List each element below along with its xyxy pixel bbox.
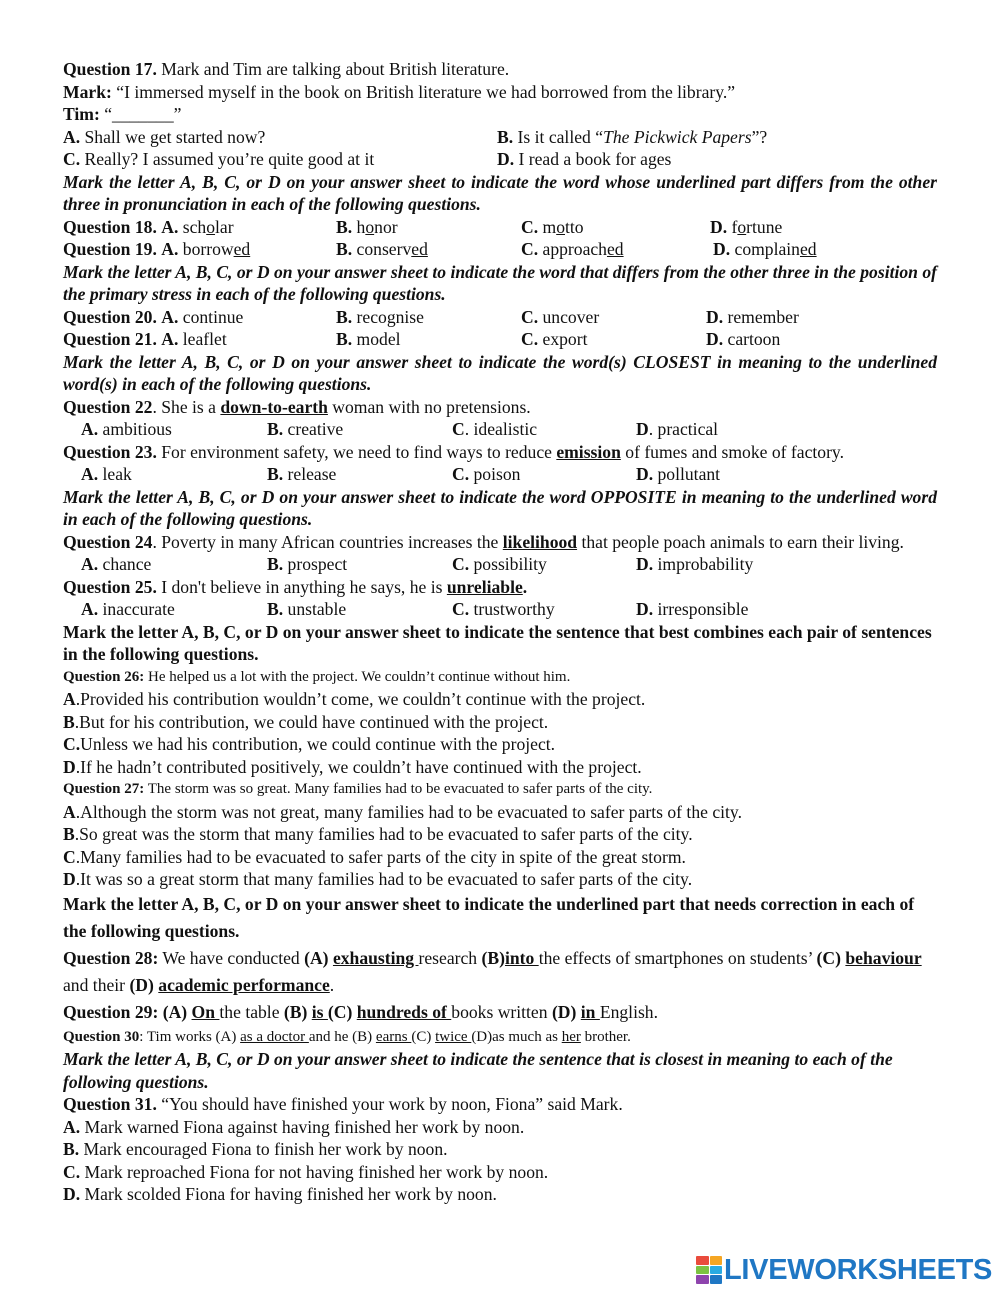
option-c[interactable]: C. export <box>521 329 588 349</box>
option-c[interactable]: C. idealistic <box>452 419 538 439</box>
option-d[interactable]: D. cartoon <box>706 329 781 349</box>
option-d[interactable]: D.It was so a great storm that many families had to be evacuated to safer parts of the city. <box>63 869 693 889</box>
question-23-options <box>63 463 937 486</box>
question-19: Question 19. A. borrowed B. conserved C. approached D. complained <box>63 239 817 259</box>
part-d[interactable]: in <box>580 1001 600 1022</box>
option-b[interactable]: B. unstable <box>267 599 347 619</box>
option-d[interactable]: D. practical <box>636 419 719 439</box>
part-a[interactable]: exhausting <box>332 947 419 968</box>
question-17-options-ab <box>63 126 937 149</box>
instruction-opposite: Mark the letter A, B, C, or D on your answer sheet to indicate the word OPPOSITE in meaning to the underlined word in each of the following questions. <box>63 486 937 529</box>
option-a[interactable]: A. chance <box>81 554 152 574</box>
instruction-correction: Mark the letter A, B, C, or D on your answer sheet to indicate the underlined part that needs correction in each of the following questions. <box>63 893 915 941</box>
option-c[interactable]: C. Mark reproached Fiona for not having finished her work by noon. <box>63 1161 549 1182</box>
option-c[interactable]: C. poison <box>452 464 521 484</box>
question-27: Question 27: The storm was so great. Many families had to be evacuated to safer parts of the city. <box>63 781 653 797</box>
question-17: Question 17. Mark and Tim are talking about British literature. <box>63 59 510 79</box>
option-d[interactable]: D. complained <box>713 239 817 259</box>
question-21: Question 21. A. leaflet B. model C. export D. cartoon <box>63 329 781 349</box>
option-d[interactable]: D. irresponsible <box>636 599 749 619</box>
option-a[interactable]: A. Mark warned Fiona against having finished her work by noon. <box>63 1116 525 1137</box>
option-d[interactable]: D. I read a book for ages <box>497 149 672 169</box>
option-b[interactable]: B. model <box>336 329 401 349</box>
option-c[interactable]: C. possibility <box>452 554 547 574</box>
liveworksheets-logo-text: LIVEWORKSHEETS <box>724 1253 993 1286</box>
question-18: Question 18. A. scholar B. honor C. motto D. fortune <box>63 216 783 237</box>
option-b[interactable]: B. honor <box>336 216 398 237</box>
question-31: Question 31. “You should have finished your work by noon, Fiona” said Mark. <box>63 1094 623 1114</box>
part-a[interactable]: as a doctor <box>240 1028 309 1045</box>
option-c[interactable]: C.Many families had to be evacuated to safer parts of the city in spite of the great storm. <box>63 846 686 867</box>
option-a[interactable]: A. leaflet <box>161 329 227 349</box>
question-24-options <box>63 553 937 576</box>
instruction-meaning: Mark the letter A, B, C, or D on your answer sheet to indicate the sentence that is closest in meaning to each of the following questions. <box>63 1049 893 1092</box>
option-d[interactable]: D. Mark scolded Fiona for having finished her work by noon. <box>63 1184 497 1204</box>
question-28: Question 28: We have conducted (A) exhausting research (B)into the effects of smartphones on students’ (C) behaviour and their (D) academic performance. <box>63 947 922 995</box>
question-20: Question 20. A. continue B. recognise C. uncover D. remember <box>63 306 799 327</box>
option-d[interactable]: D. remember <box>706 306 799 327</box>
part-b[interactable]: into <box>504 947 539 968</box>
option-c[interactable]: C. uncover <box>521 306 600 327</box>
option-a[interactable]: A.Although the storm was not great, many families had to be evacuated to safer parts of the city. <box>63 801 742 822</box>
question-24: Question 24. Poverty in many African countries increases the likelihood that people poach animals to earn their living. <box>63 531 904 552</box>
option-b[interactable]: B.So great was the storm that many families had to be evacuated to safer parts of the city. <box>63 824 693 844</box>
question-23: Question 23. For environment safety, we need to find ways to reduce emission of fumes and smoke of factory. <box>63 441 844 462</box>
part-b[interactable]: earns <box>375 1028 412 1045</box>
option-b[interactable]: B. release <box>267 464 337 484</box>
option-b[interactable]: B. prospect <box>267 554 348 574</box>
option-b[interactable]: B.But for his contribution, we could have continued with the project. <box>63 711 549 732</box>
option-d[interactable]: D.If he hadn’t contributed positively, we couldn’t have continued with the project. <box>63 756 642 777</box>
option-a[interactable]: A. scholar <box>161 216 234 237</box>
option-a[interactable]: A. inaccurate <box>81 599 175 619</box>
footer-brand <box>696 1255 992 1285</box>
question-29: Question 29: (A) On the table (B) is (C) hundreds of books written (D) in English. <box>63 1001 659 1022</box>
option-c[interactable]: C.Unless we had his contribution, we could continue with the project. <box>63 734 556 754</box>
part-b[interactable]: is <box>311 1001 328 1022</box>
option-b[interactable]: B. creative <box>267 419 344 439</box>
part-c[interactable]: twice <box>435 1028 472 1045</box>
instruction-pronunciation: Mark the letter A, B, C, or D on your answer sheet to indicate the word whose underlined part differs from the other three in pronunciation in each of the following questions. <box>63 171 937 214</box>
question-30: Question 30: Tim works (A) as a doctor and he (B) earns (C) twice (D)as much as her brother. <box>63 1028 631 1045</box>
option-d[interactable]: D. pollutant <box>636 464 721 484</box>
option-b[interactable]: B. recognise <box>336 306 424 327</box>
question-17-mark-line: Mark: “I immersed myself in the book on British literature we had borrowed from the library.” <box>63 81 736 102</box>
instruction-combine: Mark the letter A, B, C, or D on your answer sheet to indicate the sentence that best combines each pair of sentences in the following questions. <box>63 621 932 664</box>
option-b[interactable]: B. conserved <box>336 239 428 259</box>
option-a[interactable]: A. leak <box>81 464 132 484</box>
part-d[interactable]: her <box>561 1028 581 1045</box>
option-d[interactable]: D. improbability <box>636 554 754 574</box>
question-25-options <box>63 598 937 621</box>
worksheet-document <box>63 58 937 1206</box>
question-22: Question 22. She is a down-to-earth woman with no pretensions. <box>63 396 531 417</box>
liveworksheets-logo-icon <box>696 1256 722 1284</box>
part-a[interactable]: On <box>191 1001 220 1022</box>
instruction-stress: Mark the letter A, B, C, or D on your answer sheet to indicate the word that differs from the other three in the position of the primary stress in each of the following questions. <box>63 261 937 304</box>
option-c[interactable]: C. Really? I assumed you’re quite good at it <box>63 149 375 169</box>
option-b[interactable]: B. Is it called “The Pickwick Papers”? <box>497 126 768 147</box>
question-22-options <box>63 418 937 441</box>
question-26: Question 26: He helped us a lot with the project. We couldn’t continue without him. <box>63 668 571 685</box>
option-d[interactable]: D. fortune <box>710 216 783 237</box>
option-c[interactable]: C. motto <box>521 216 584 237</box>
option-a[interactable]: A.Provided his contribution wouldn’t come, we couldn’t continue with the project. <box>63 689 646 709</box>
option-a[interactable]: A. continue <box>161 306 244 327</box>
option-b[interactable]: B. Mark encouraged Fiona to finish her work by noon. <box>63 1139 448 1159</box>
question-25: Question 25. I don't believe in anything he says, he is unreliable. <box>63 576 528 597</box>
part-d[interactable]: academic performance <box>158 974 330 995</box>
instruction-closest: Mark the letter A, B, C, or D on your answer sheet to indicate the word(s) CLOSEST in meaning to the underlined word(s) in each of the following questions. <box>63 351 937 394</box>
option-c[interactable]: C. trustworthy <box>452 599 555 619</box>
option-a[interactable]: A. borrowed <box>161 239 251 259</box>
option-c[interactable]: C. approached <box>521 239 624 259</box>
part-c[interactable]: behaviour <box>845 947 922 968</box>
question-17-tim-line: Tim: “_______” <box>63 104 182 124</box>
option-a[interactable]: A. Shall we get started now? <box>63 126 266 147</box>
question-17-options-cd <box>63 148 937 171</box>
part-c[interactable]: hundreds of <box>356 1001 452 1022</box>
option-a[interactable]: A. ambitious <box>81 419 172 439</box>
